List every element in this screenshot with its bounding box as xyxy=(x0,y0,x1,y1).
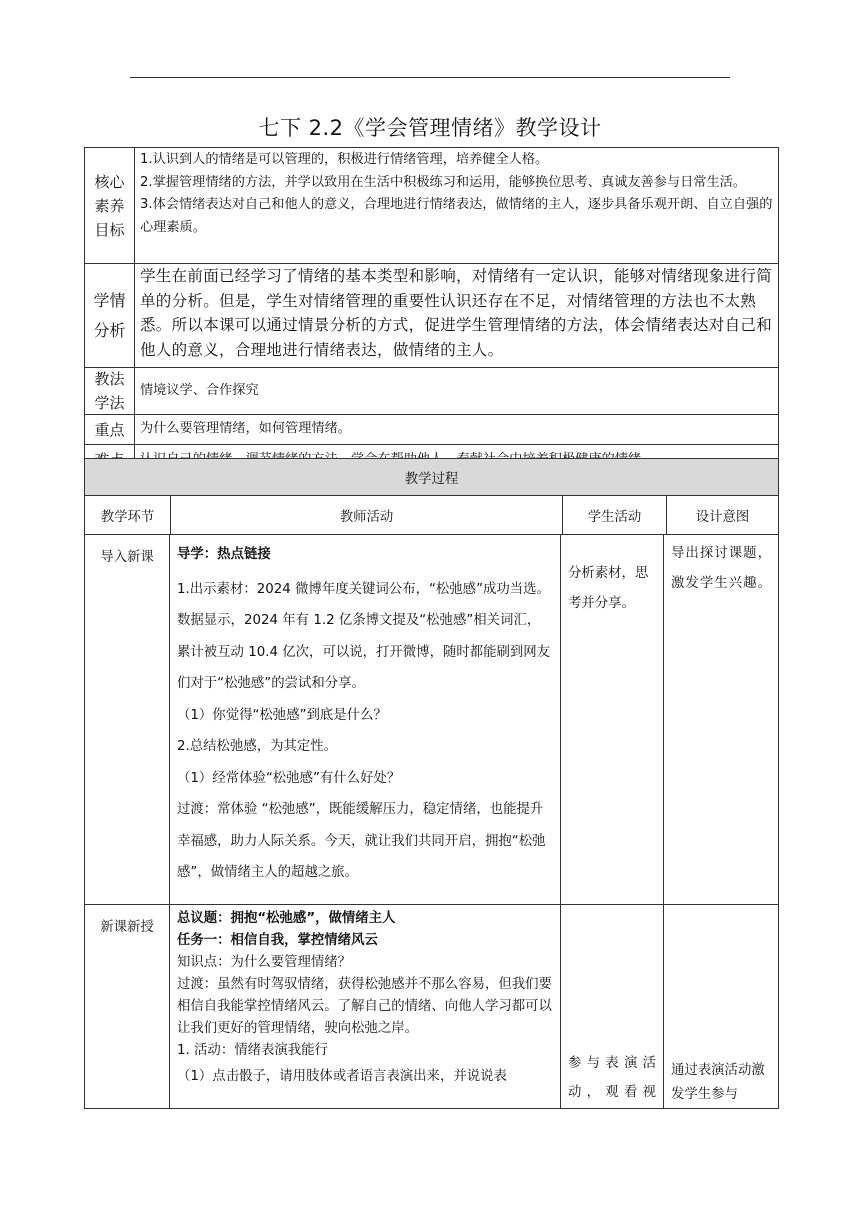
core-item: 1.认识到人的情绪是可以管理的，积极进行情绪管理，培养健全人格。 xyxy=(140,152,549,167)
student-text: 参与表演活动，观看视 xyxy=(568,1056,656,1100)
key-label: 重点 xyxy=(85,415,135,444)
intent-text: 导出探讨课题，激发学生兴趣。 xyxy=(671,546,771,591)
info-table xyxy=(84,147,779,476)
intent-text: 通过表演活动激发学生参与 xyxy=(671,1063,765,1102)
analysis-row xyxy=(85,263,778,367)
teacher-line: 1. 活动：情绪表演我能行 xyxy=(177,1043,328,1058)
teacher-line: 2.总结松弛感，为其定性。 xyxy=(177,739,338,754)
teacher-line: 过渡：常体验 “松弛感”，既能缓解压力，稳定情绪，也能提升幸福感，助力人际关系。今天，就让我们共同开启，拥抱“松弛感”，做情绪主人的超越之旅。 xyxy=(177,802,546,880)
key-row xyxy=(85,414,778,444)
column-header: 学生活动 xyxy=(563,496,667,534)
analysis-value: 学生在前面已经学习了情绪的基本类型和影响，对情绪有一定认识，能够对情绪现象进行简单的分析。但是，学生对情绪管理的重要性认识还存在不足，对情绪管理的方法也不太熟悉。所以本课可以通过情景分析的方式，促进学生管理情绪的方法，体会情绪表达对自己和他人的意义，合理地进行情绪表达，做情绪的主人。 xyxy=(140,267,773,359)
core-value xyxy=(135,148,778,263)
student-cell xyxy=(561,905,664,1108)
core-item: 2.掌握管理情绪的方法，并学以致用在生活中积极练习和运用，能够换位思考、真诚友善参与日常生活。 xyxy=(140,174,747,190)
core-label: 核心素养目标 xyxy=(85,148,135,263)
table-row xyxy=(85,535,778,905)
intent-cell xyxy=(664,905,778,1108)
column-header: 设计意图 xyxy=(695,509,750,525)
teacher-line: 1.出示素材：2024 微博年度关键词公布，“松弛感”成功当选。数据显示，2024 年有 1.2 亿条博文提及“松弛感”相关词汇，累计被互动 10.4 亿次，可以说，打开微博，随时都能刷到网友们对于“松弛感”的尝试和分享。 xyxy=(177,581,551,691)
teacher-cell xyxy=(170,905,561,1108)
core-row xyxy=(85,148,778,263)
method-value: 情境议学、合作探究 xyxy=(140,382,259,398)
process-table xyxy=(84,458,779,1109)
method-label: 教法学法 xyxy=(85,368,135,414)
teacher-line: 知识点：为什么要管理情绪？ xyxy=(177,955,352,970)
method-row xyxy=(85,367,778,414)
student-text: 分析素材，思考并分享。 xyxy=(568,566,649,611)
intent-cell xyxy=(664,535,778,904)
column-header-row xyxy=(85,496,778,535)
page-title: 七下 2.2《学会管理情绪》教学设计 xyxy=(258,116,602,140)
student-cell xyxy=(561,535,664,904)
analysis-label: 学情分析 xyxy=(85,264,135,367)
teacher-cell xyxy=(170,535,561,904)
teacher-line: 导学：热点链接 xyxy=(177,547,271,562)
teacher-line: 过渡：虽然有时驾驭情绪，获得松弛感并不那么容易，但我们要相信自我能掌控情绪风云。了解自己的情绪、向他人学习都可以让我们更好的管理情绪，驶向松弛之岸。 xyxy=(177,977,552,1036)
teacher-line: 总议题：拥抱“松弛感”，做情绪主人 xyxy=(177,911,396,926)
table-row xyxy=(85,905,778,1108)
teacher-line: （1）你觉得“松弛感”到底是什么？ xyxy=(177,707,387,723)
core-item: 3.体会情绪表达对自己和他人的意义，合理地进行情绪表达，做情绪的主人，逐步具备乐观开朗、自立自强的心理素质。 xyxy=(140,197,773,235)
process-header: 教学过程 xyxy=(85,459,778,496)
column-header: 教师活动 xyxy=(171,496,563,534)
teacher-line: 任务一：相信自我，掌控情绪风云 xyxy=(177,933,378,948)
teacher-line: （1）经常体验“松弛感”有什么好处？ xyxy=(177,770,401,786)
stage-cell: 导入新课 xyxy=(85,535,170,904)
stage-cell: 新课新授 xyxy=(85,905,170,1108)
column-header: 教学环节 xyxy=(85,496,171,534)
header-rule xyxy=(130,77,730,78)
key-value: 为什么要管理情绪，如何管理情绪。 xyxy=(140,421,351,437)
teacher-line: （1）点击骰子，请用肢体或者语言表演出来，并说说表 xyxy=(177,1069,507,1084)
